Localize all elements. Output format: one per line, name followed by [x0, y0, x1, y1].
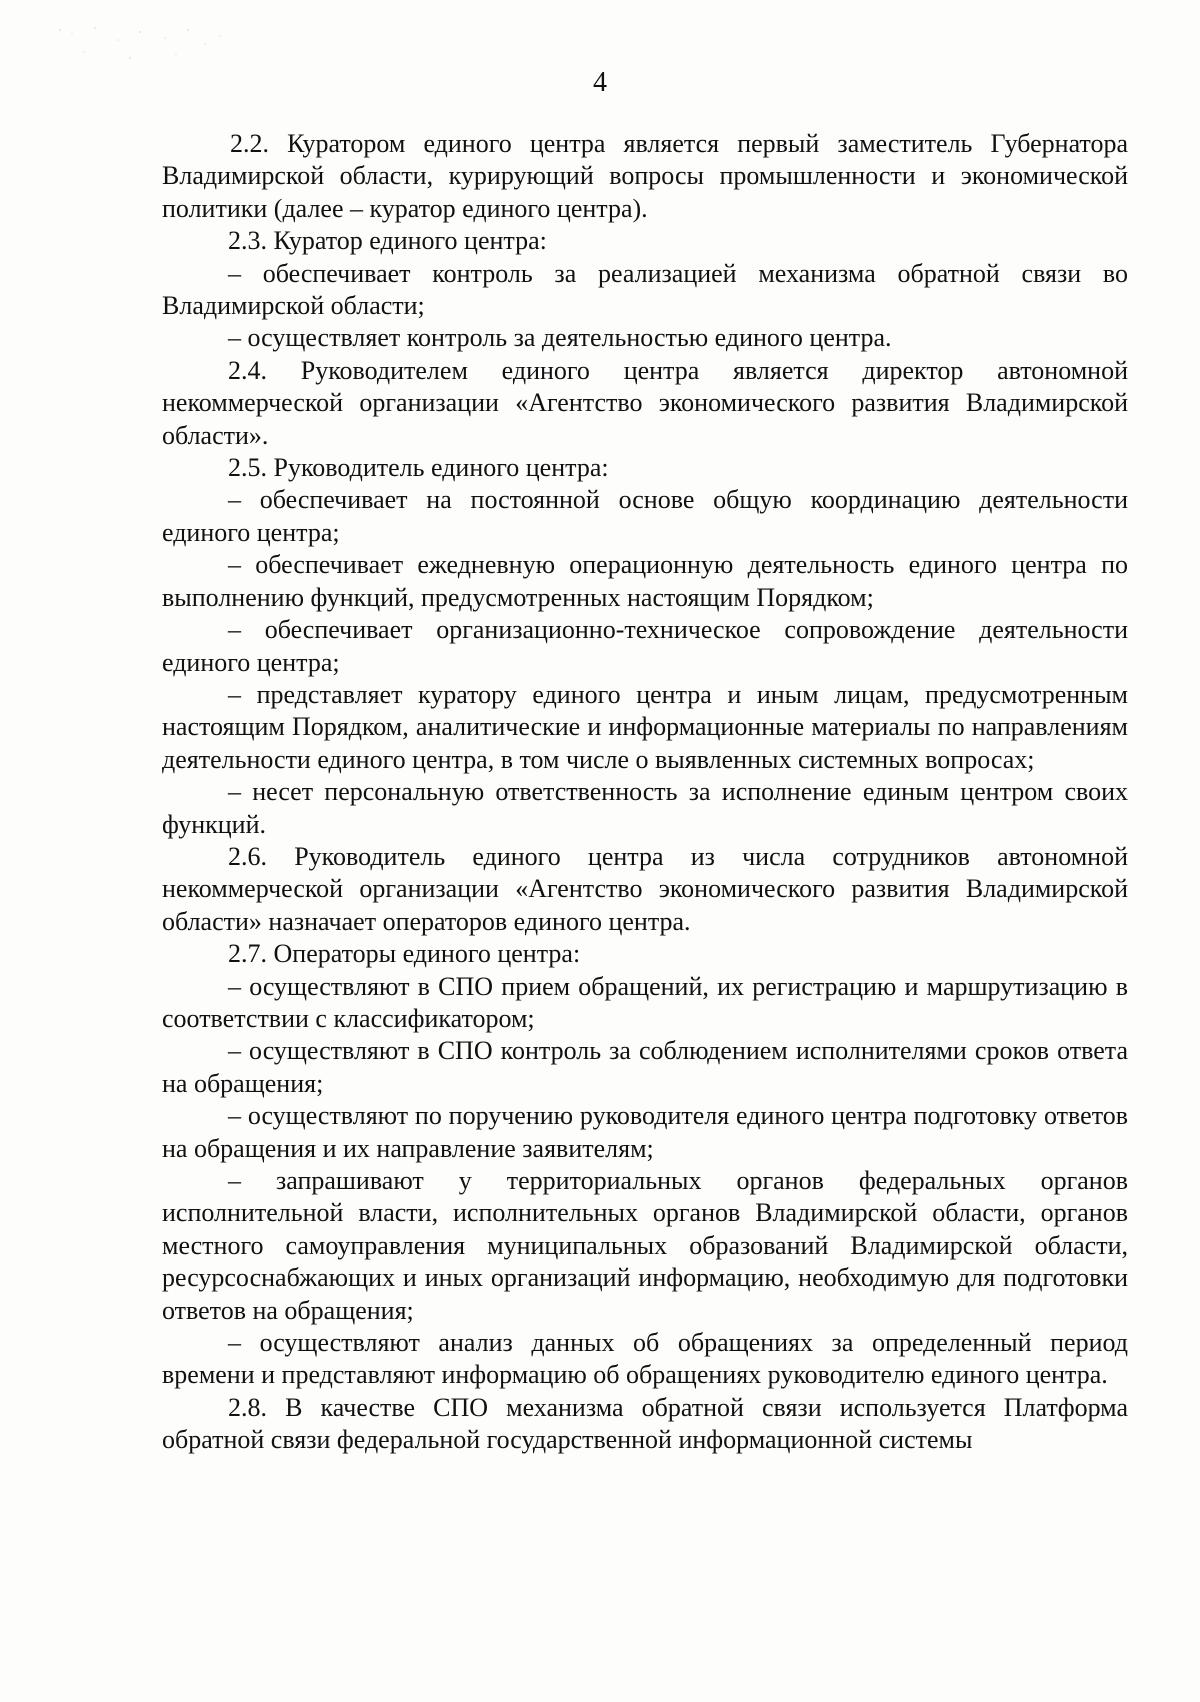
list-item: – запрашивают у территориальных органов федеральных органов исполнительной власти, исполнительных органов Владимирской области, органов местного самоуправления муниципальных образований Владимирской области, ресурсоснабжающих и иных организаций информацию, необходимую для подготовки ответов на обращения;	[162, 1166, 1128, 1325]
paragraph-2-6: 2.6. Руководитель единого центра из числа сотрудников автономной некоммерческой организации «Агентство экономического развития Владимирской области» назначает операторов единого центра.	[162, 841, 1128, 936]
paragraph-2-2: 2.2. Куратором единого центра является первый заместитель Губернатора Владимирской области, курирующий вопросы промышленности и экономической политики (далее – куратор единого центра).	[162, 129, 1128, 223]
list-item: – осуществляют в СПО прием обращений, их регистрацию и маршрутизацию в соответствии с классификатором;	[162, 971, 1128, 1033]
page-number: 4	[593, 67, 607, 98]
paragraph-2-4: 2.4. Руководителем единого центра является директор автономной некоммерческой организации «Агентство экономического развития Владимирской области».	[162, 355, 1128, 450]
list-item: – обеспечивает организационно-техническое сопровождение деятельности единого центра;	[162, 615, 1128, 677]
list-item: – осуществляют анализ данных об обращениях за определенный период времени и представляют информацию об обращениях руководителю единого центра.	[162, 1328, 1128, 1390]
paragraph-2-3: 2.3. Куратор единого центра:	[228, 226, 547, 256]
paragraph-2-8: 2.8. В качестве СПО механизма обратной связи используется Платформа обратной связи федеральной государственной информационной системы	[162, 1392, 1128, 1455]
list-item: – обеспечивает ежедневную операционную деятельность единого центра по выполнению функций, предусмотренных настоящим Порядком;	[162, 550, 1128, 612]
list-item: – обеспечивает на постоянной основе общую координацию деятельности единого центра;	[162, 485, 1128, 547]
document-body	[162, 128, 1128, 1457]
paragraph-2-7: 2.7. Операторы единого центра:	[228, 939, 581, 969]
list-item: – несет персональную ответственность за исполнение единым центром своих функций.	[162, 777, 1128, 839]
paragraph-2-5: 2.5. Руководитель единого центра:	[228, 453, 609, 483]
list-item: – осуществляют по поручению руководителя единого центра подготовку ответов на обращения и их направление заявителям;	[162, 1101, 1128, 1163]
list-item: – осуществляет контроль за деятельностью единого центра.	[228, 323, 892, 353]
list-item: – осуществляют в СПО контроль за соблюдением исполнителями сроков ответа на обращения;	[162, 1036, 1128, 1098]
list-item: – обеспечивает контроль за реализацией механизма обратной связи во Владимирской области;	[162, 258, 1128, 321]
list-item: – представляет куратору единого центра и иным лицам, предусмотренным настоящим Порядком, аналитические и информационные материалы по направлениям деятельности единого центра, в том числе о выявленных системных вопросах;	[162, 679, 1128, 774]
